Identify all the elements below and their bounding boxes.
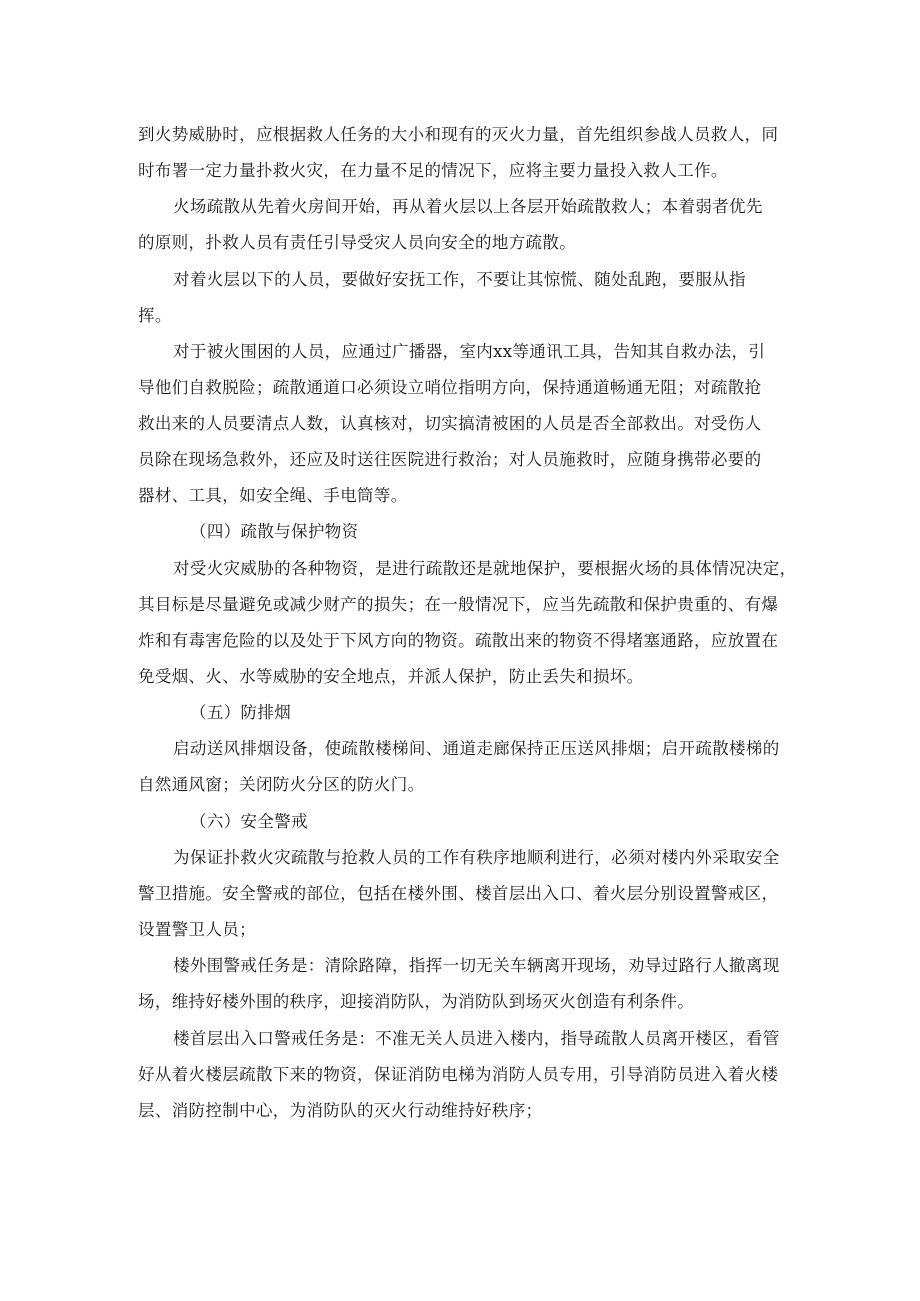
text-line: 好从着火楼层疏散下来的物资，保证消防电梯为消防人员专用，引导消防员进入着火楼 bbox=[138, 1065, 779, 1084]
text-line: 警卫措施。安全警戒的部位，包括在楼外围、楼首层出入口、着火层分别设置警戒区， bbox=[138, 884, 779, 903]
text-line: 楼首层出入口警戒任务是：不准无关人员进入楼内，指导疏散人员离开楼区，看管 bbox=[173, 1029, 780, 1048]
text-line: 对受火灾威胁的各种物资，是进行疏散还是就地保护，要根据火场的具体情况决定， bbox=[173, 559, 797, 578]
text-line: 导他们自救脱险；疏散通道口必须设立哨位指明方向，保持通道畅通无阻；对疏散抢 bbox=[138, 378, 762, 397]
section-heading: （四）疏散与保护物资 bbox=[190, 522, 359, 541]
text-line: 对着火层以下的人员，要做好安抚工作，不要让其惊慌、随处乱跑，要服从指 bbox=[173, 270, 746, 289]
text-line: 自然通风窗；关闭防火分区的防火门。 bbox=[138, 775, 425, 794]
text-line: 设置警卫人员； bbox=[138, 920, 256, 939]
text-line: 启动送风排烟设备，使疏散楼梯间、通道走廊保持正压送风排烟；启开疏散楼梯的 bbox=[173, 739, 780, 758]
text-line: 到火势威胁时，应根据救人任务的大小和现有的灭火力量，首先组织参战人员救人，同 bbox=[138, 125, 779, 144]
text-line: 员除在现场急救外，还应及时送往医院进行救治；对人员施救时，应随身携带必要的 bbox=[138, 450, 762, 469]
section-heading: （六）安全警戒 bbox=[190, 812, 308, 831]
text-line: 的原则，扑救人员有责任引导受灾人员向安全的地方疏散。 bbox=[138, 233, 577, 252]
text-line: 火场疏散从先着火房间开始，再从着火层以上各层开始疏散救人；本着弱者优先 bbox=[173, 197, 763, 216]
text-line: 楼外围警戒任务是：清除路障，指挥一切无关车辆离开现场，劝导过路行人撤离现 bbox=[173, 956, 780, 975]
text-line: 其目标是尽量避免或减少财产的损失；在一般情况下，应当先疏散和保护贵重的、有爆 bbox=[138, 595, 779, 614]
text-line: 炸和有毒害危险的以及处于下风方向的物资。疏散出来的物资不得堵塞通路，应放置在 bbox=[138, 631, 779, 650]
text-line: 时布署一定力量扑救火灾，在力量不足的情况下，应将主要力量投入救人工作。 bbox=[138, 161, 728, 180]
text-line: 免受烟、火、水等威胁的安全地点，并派人保护，防止丢失和损坏。 bbox=[138, 667, 644, 686]
text-line: 为保证扑救火灾疏散与抢救人员的工作有秩序地顺利进行，必须对楼内外采取安全 bbox=[173, 848, 780, 867]
text-line: 器材、工具，如安全绳、手电筒等。 bbox=[138, 486, 408, 505]
text-line: 救出来的人员要清点人数，认真核对，切实搞清被困的人员是否全部救出。对受伤人 bbox=[138, 414, 762, 433]
section-heading: （五）防排烟 bbox=[190, 703, 292, 722]
text-line: 对于被火围困的人员，应通过广播器，室内xx等通讯工具，告知其自救办法，引 bbox=[173, 342, 766, 361]
text-line: 场，维持好楼外围的秩序，迎接消防队，为消防队到场灭火创造有利条件。 bbox=[138, 992, 695, 1011]
text-line: 挥。 bbox=[138, 306, 172, 325]
text-line: 层、消防控制中心，为消防队的灭火行动维持好秩序； bbox=[138, 1101, 543, 1120]
